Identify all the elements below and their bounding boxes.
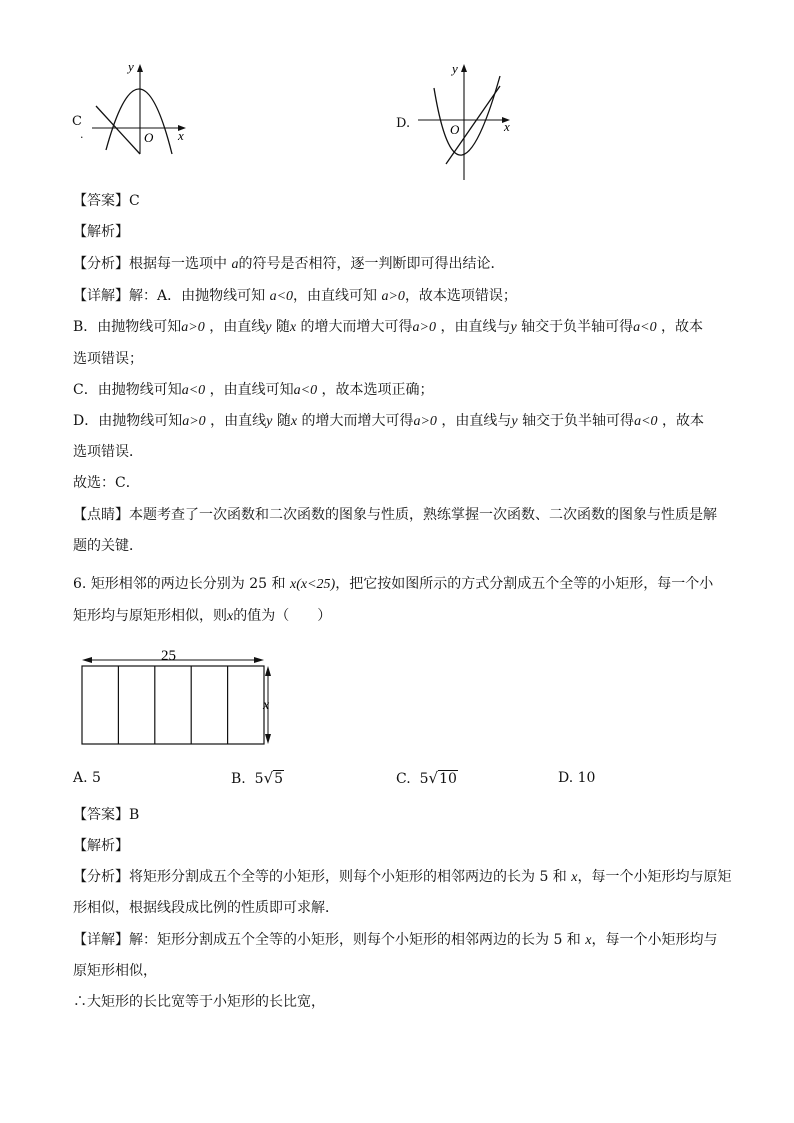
graph-c-y-arrow xyxy=(137,64,143,72)
graph-c-x-label: x xyxy=(178,128,184,143)
graph-d-x-label: x xyxy=(504,119,510,134)
q5-detail-b-cont: 选项错误； xyxy=(73,351,143,367)
q5-dianjing-cont: 题的关键． xyxy=(73,538,143,554)
q6-height-label: x xyxy=(263,698,270,713)
q6-detail-cont: 原矩形相似， xyxy=(73,963,157,979)
graph-c-origin: O xyxy=(144,130,154,145)
q6-option-c[interactable]: C. 5√10 xyxy=(396,769,457,787)
q5-detail-a: 【详解】解：A．由抛物线可知 a<0，由直线可知 a>0，故本选项错误； xyxy=(73,288,517,304)
option-d-label: D. xyxy=(396,116,411,131)
q6-option-b[interactable]: B. 5√5 xyxy=(231,769,284,787)
q5-detail-d-cont: 选项错误． xyxy=(73,444,143,460)
option-c-label: C xyxy=(72,114,82,129)
graph-c-parabola xyxy=(106,89,172,154)
q6-answer: 【答案】B xyxy=(73,807,140,823)
q5-fenxi: 【分析】根据每一选项中 a的符号是否相符，逐一判断即可得出结论． xyxy=(73,256,505,272)
stray-dot: . xyxy=(80,128,84,141)
graph-c-y-label: y xyxy=(128,59,134,74)
graph-d-y-label: y xyxy=(452,61,458,76)
q6-stem-line2: 矩形均与原矩形相似，则x的值为（ ） xyxy=(73,608,332,624)
q6-fenxi: 【分析】将矩形分割成五个全等的小矩形，则每个小矩形的相邻两边的长为 5 和 x，每一个小矩形均与原矩 xyxy=(73,869,732,885)
q5-choose: 故选：C． xyxy=(73,475,140,491)
graph-d-parabola xyxy=(434,76,500,155)
graph-c xyxy=(88,58,198,158)
q5-detail-d: D．由抛物线可知a>0 ，由直线y 随x 的增大而增大可得a>0 ，由直线与y 轴交于负半轴可得a<0 ，故本 xyxy=(73,413,704,429)
q6-therefore: ∴大矩形的长比宽等于小矩形的长比宽， xyxy=(73,994,325,1010)
graph-d-origin: O xyxy=(450,122,460,137)
graph-d xyxy=(416,58,526,184)
q6-option-a[interactable]: A. 5 xyxy=(73,770,101,786)
q6-width-arrow-left xyxy=(82,657,92,663)
q5-dianjing: 【点睛】本题考查了一次函数和二次函数的图象与性质，熟练掌握一次函数、二次函数的图象与性质是解 xyxy=(73,507,717,523)
q5-analysis-tag: 【解析】 xyxy=(73,224,129,240)
q5-detail-c: C．由抛物线可知a<0 ，由直线可知a<0 ，故本选项正确； xyxy=(73,382,434,398)
q6-height-arrow-bottom xyxy=(265,734,271,744)
q5-answer: 【答案】C xyxy=(73,193,140,209)
graph-d-y-arrow xyxy=(461,64,467,72)
q6-width-arrow-right xyxy=(254,657,264,663)
q6-fenxi-cont: 形相似，根据线段成比例的性质即可求解． xyxy=(73,900,339,916)
q6-stem-line1: 6. 矩形相邻的两边长分别为 25 和 x(x<25)，把它按如图所示的方式分割成五个全等的小矩形，每一个小 xyxy=(73,576,714,592)
q6-detail: 【详解】解：矩形分割成五个全等的小矩形，则每个小矩形的相邻两边的长为 5 和 x，每一个小矩形均与 xyxy=(73,932,718,948)
q6-option-d[interactable]: D. 10 xyxy=(558,770,596,786)
q6-analysis-tag: 【解析】 xyxy=(73,838,129,854)
q6-rectangle-figure xyxy=(76,646,286,750)
q6-outer-rectangle xyxy=(82,666,264,744)
q5-detail-b: B．由抛物线可知a>0 ，由直线y 随x 的增大而增大可得a>0 ，由直线与y 轴交于负半轴可得a<0 ，故本 xyxy=(73,319,704,335)
q6-width-label: 25 xyxy=(161,648,176,664)
q6-height-arrow-top xyxy=(265,666,271,676)
